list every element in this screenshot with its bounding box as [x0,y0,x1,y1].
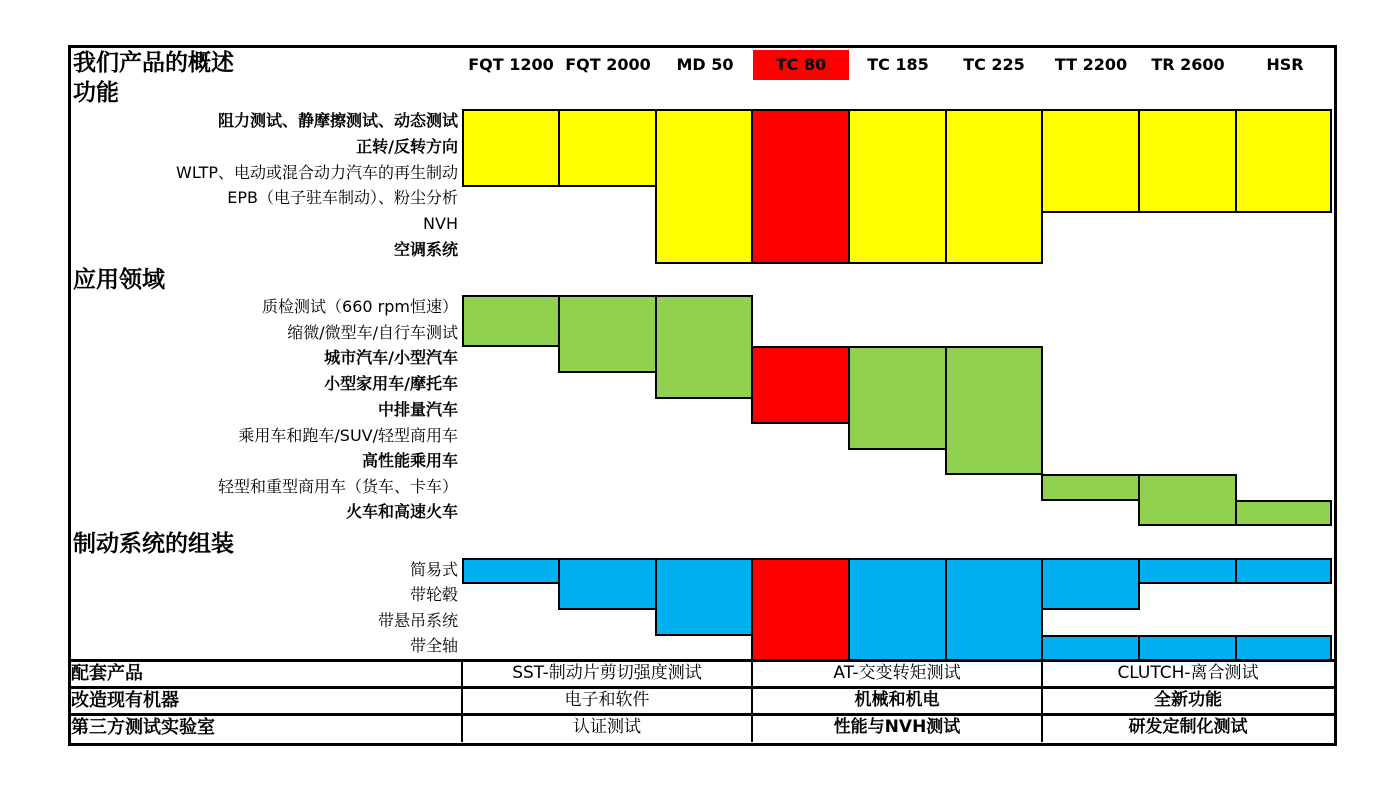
product-header-tc-80: TC 80 [753,50,849,80]
assembly-cell-hsr-bottom [1235,635,1332,661]
assembly-label-suspension: 带悬吊系统 [377,611,458,630]
assembly-cell-fqt-2000 [558,558,657,610]
assembly-cell-tc-80 [751,558,850,661]
assembly-cell-hsr-top [1235,558,1332,584]
footer-value-sst: SST-制动片剪切强度测试 [512,663,702,683]
assembly-label-simple: 简易式 [409,560,458,579]
assembly-cell-tr-2600-bottom [1138,635,1237,661]
assembly-cell-fqt-1200 [462,558,560,584]
product-header-md-50: MD 50 [676,55,734,74]
footer-value-clutch: CLUTCH-离合测试 [1117,663,1259,683]
application-label-commercial: 轻型和重型商用车（货车、卡车） [217,477,458,496]
footer-value-at: AT-交变转矩测试 [833,663,961,683]
application-label-micro-bike: 缩微/微型车/自行车测试 [287,323,458,342]
application-label-qc-test: 质检测试（660 rpm恒速） [262,297,458,316]
function-cell-tc-225 [945,109,1043,264]
footer-value-mechanical: 机械和机电 [854,690,940,710]
product-header-fqt-2000: FQT 2000 [565,55,651,74]
function-label-epb: EPB（电子驻车制动）、粉尘分析 [227,188,458,207]
application-cell-fqt-2000 [558,295,657,373]
footer-divider-1 [68,659,1334,662]
product-header-fqt-1200: FQT 1200 [468,55,554,74]
assembly-title: 制动系统的组装 [73,531,234,557]
footer-value-new-functions: 全新功能 [1154,690,1222,710]
assembly-cell-md-50 [655,558,753,636]
assembly-cell-tc-225 [945,558,1043,661]
function-cell-tr-2600 [1138,109,1237,213]
footer-value-performance-nvh: 性能与NVH测试 [833,717,961,737]
footer-value-electronics: 电子和软件 [564,690,650,710]
footer-label-third-party-lab: 第三方测试实验室 [71,717,215,738]
function-cell-md-50 [655,109,753,264]
application-cell-md-50 [655,295,753,399]
application-cell-tc-225 [945,346,1043,475]
assembly-cell-tt-2200-bottom [1041,635,1140,661]
assembly-cell-tt-2200-top [1041,558,1140,610]
application-label-train: 火车和高速火车 [345,502,458,521]
footer-value-certification: 认证测试 [573,717,641,737]
function-cell-tc-185 [848,109,947,264]
function-cell-fqt-2000 [558,109,657,187]
application-cell-fqt-1200 [462,295,560,347]
application-cell-hsr [1235,500,1332,526]
application-label-high-performance: 高性能乘用车 [361,451,458,470]
product-header-tc-225: TC 225 [963,55,1025,74]
footer-divider-2 [68,686,1334,689]
application-cell-tc-185 [848,346,947,450]
application-cell-tt-2200 [1041,474,1140,501]
assembly-cell-tc-185 [848,558,947,661]
application-label-passenger-suv: 乘用车和跑车/SUV/轻型商用车 [238,426,458,445]
assembly-cell-tr-2600-top [1138,558,1237,584]
function-label-ac-system: 空调系统 [393,240,458,259]
footer-label-retrofit: 改造现有机器 [71,690,179,711]
application-cell-tc-80 [751,346,850,424]
footer-divider-3 [68,713,1334,716]
application-label-city-car: 城市汽车/小型汽车 [324,348,458,367]
application-cell-tr-2600 [1138,474,1237,526]
footer-label-accessory-products: 配套产品 [71,663,143,684]
function-label-wltp: WLTP、电动或混合动力汽车的再生制动 [176,163,458,182]
function-cell-tc-80 [751,109,850,264]
product-header-tr-2600: TR 2600 [1151,55,1225,74]
footer-value-rnd-custom: 研发定制化测试 [1128,717,1248,737]
function-label-direction: 正转/反转方向 [356,137,458,156]
function-label-resistance-tests: 阻力测试、静摩擦测试、动态测试 [217,111,458,130]
function-cell-hsr [1235,109,1332,213]
application-label-mid-car: 中排量汽车 [377,400,458,419]
product-header-tc-185: TC 185 [867,55,929,74]
assembly-label-full-axle: 带全轴 [409,636,458,655]
function-cell-fqt-1200 [462,109,560,187]
product-header-tt-2200: TT 2200 [1054,55,1128,74]
functions-title: 功能 [73,80,119,106]
product-header-hsr: HSR [1266,55,1304,74]
function-label-nvh: NVH [423,214,458,233]
assembly-label-hub: 带轮毂 [409,585,458,604]
function-cell-tt-2200 [1041,109,1140,213]
overview-title: 我们产品的概述 [73,50,234,76]
application-label-family-moto: 小型家用车/摩托车 [324,374,458,393]
applications-title: 应用领域 [73,267,165,293]
